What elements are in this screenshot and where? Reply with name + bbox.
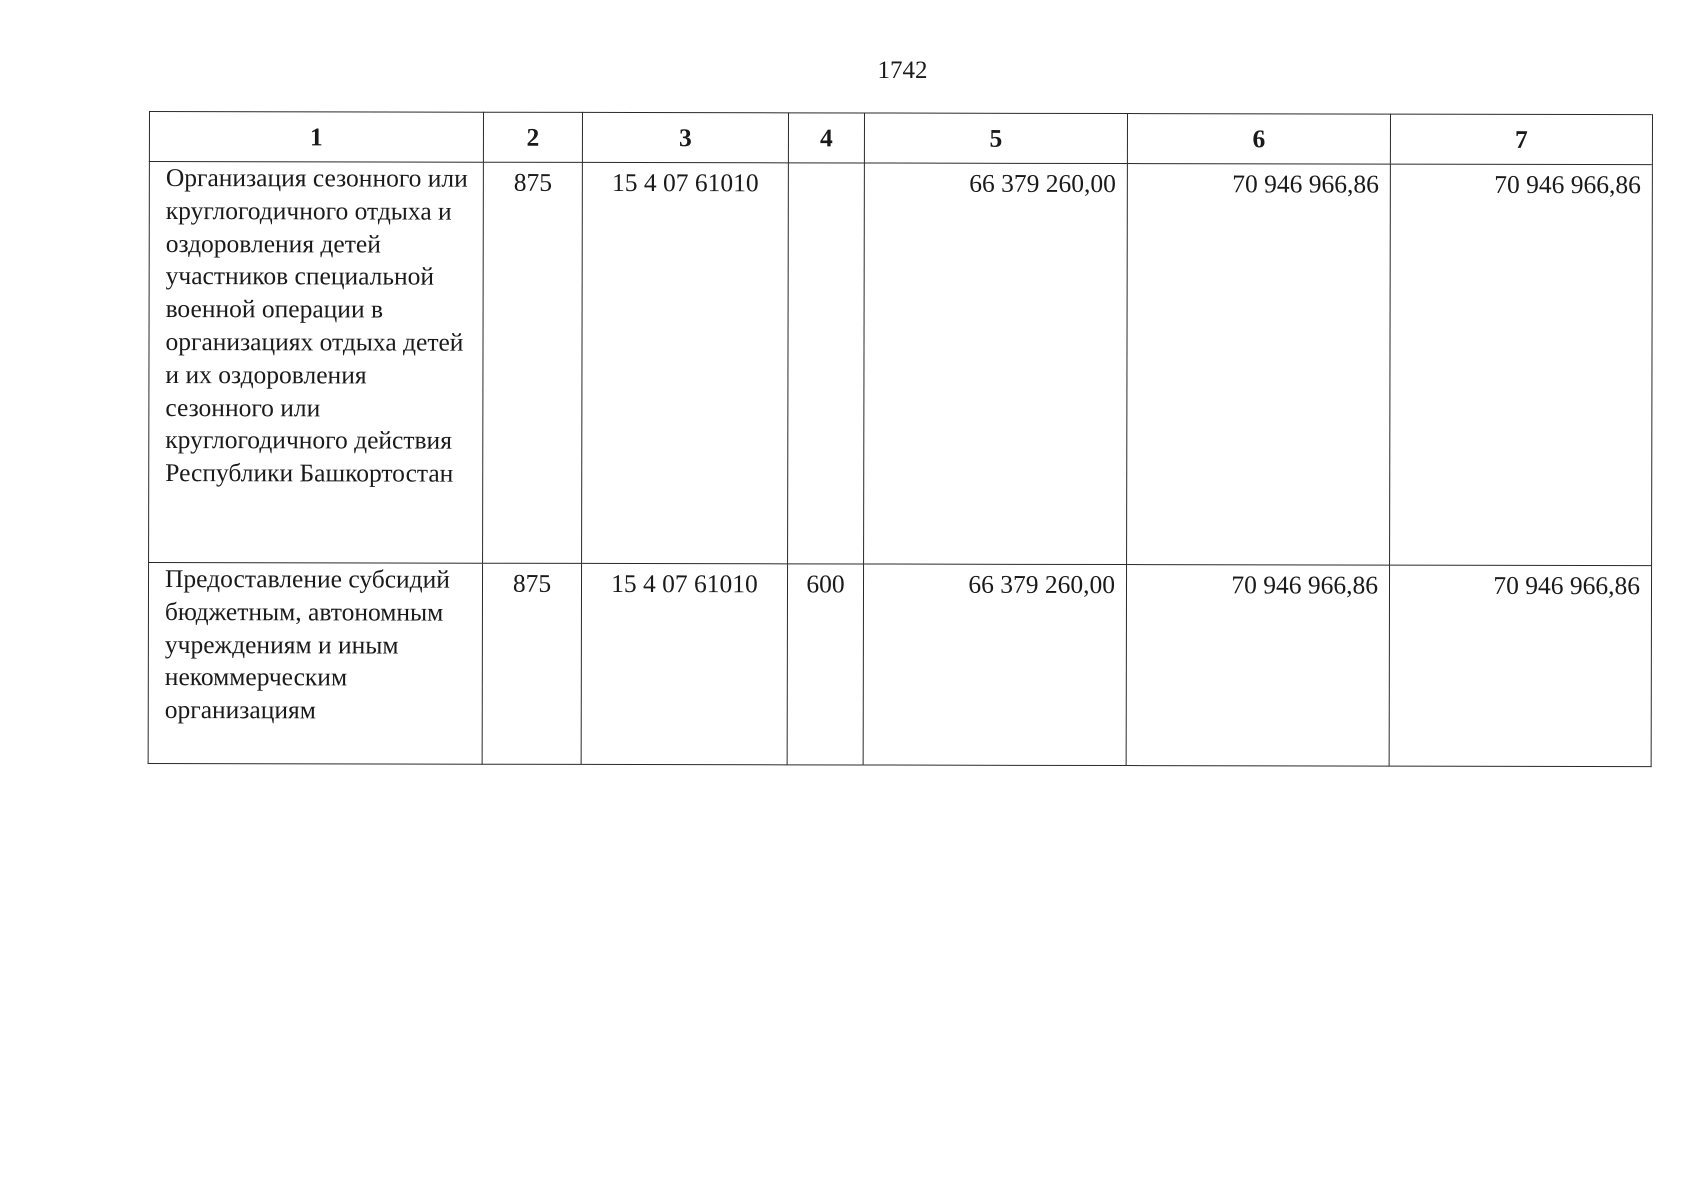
amount-cell: 70 946 966,86 <box>1126 565 1389 767</box>
amount-cell: 70 946 966,86 <box>1390 164 1653 566</box>
page-number: 1742 <box>877 57 928 84</box>
column-header: 4 <box>788 113 864 163</box>
ministry-code-cell: 875 <box>482 563 581 764</box>
column-header: 2 <box>483 112 582 162</box>
expense-type-cell <box>788 163 865 564</box>
target-article-cell: 15 4 07 61010 <box>582 162 789 563</box>
header-row <box>149 112 1652 165</box>
row-name-cell: Предоставление субсидий бюджетным, автономным учреждениям и иным некоммерческим организациям <box>148 563 482 765</box>
target-article-cell: 15 4 07 61010 <box>581 563 787 764</box>
column-header: 7 <box>1390 114 1652 165</box>
column-header: 6 <box>1127 114 1390 165</box>
table-header <box>149 112 1652 165</box>
expense-type-cell: 600 <box>787 564 863 765</box>
amount-cell: 70 946 966,86 <box>1127 164 1391 566</box>
table-row <box>149 162 1653 566</box>
amount-cell: 66 379 260,00 <box>864 163 1128 565</box>
table-row <box>148 563 1651 767</box>
row-name-cell: Организация сезонного или круглогодичного отдыха и оздоровления детей участников специальной военной операции в организациях отдыха детей и их оздоровления сезонного или круглогодичного действия Республики Башкортостан <box>149 162 484 564</box>
amount-cell: 66 379 260,00 <box>863 564 1126 766</box>
column-header: 1 <box>149 112 483 163</box>
amount-cell: 70 946 966,86 <box>1389 565 1651 767</box>
ministry-code-cell: 875 <box>483 162 583 563</box>
column-header: 5 <box>864 113 1127 164</box>
column-header: 3 <box>582 112 788 162</box>
budget-table <box>148 111 1653 767</box>
